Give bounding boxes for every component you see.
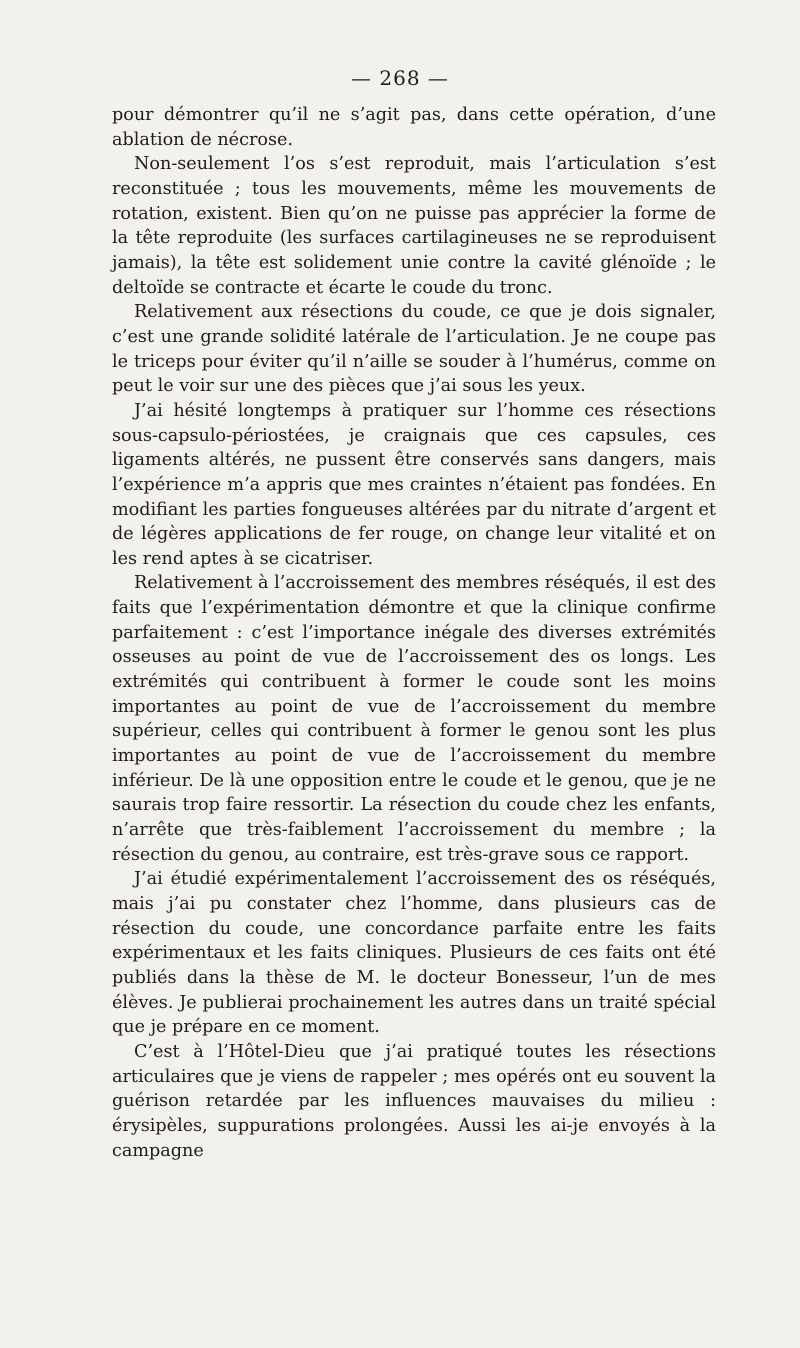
- paragraph-bone-reproduction: Non-seulement l’os s’est reproduit, mais l’articulation s’est reconstituée ; tous les mouvements, même les mouvements de rotation, existent. Bien qu’on ne puisse pas apprécier la forme de la tête reproduite (les surfaces cartilagineuses ne se reproduisent jamais), la tête est solidement unie contre la cavité glénoïde ; le deltoïde se contracte et écarte le coude du tronc.: [112, 154, 716, 298]
- paragraph-limb-growth: Relativement à l’accroissement des membres réséqués, il est des faits que l’expérimentation démontre et que la clinique confirme parfaitement : c’est l’importance inégale des diverses extrémités osseuses au point de vue de l’accroissement des os longs. Les extrémités qui contribuent à former le coude sont les moins importantes au point de vue de l’accroissement du membre supérieur, celles qui contribuent à former le genou sont les plus importantes au point de vue de l’accroissement du membre inférieur. De là une opposition entre le coude et le genou, que je ne saurais trop faire ressortir. La résection du coude chez les enfants, n’arrête que très-faiblement l’accroissement du membre ; la résection du genou, au contraire, est très-grave sous ce rapport.: [112, 573, 716, 865]
- paragraph-experimental-study: J’ai étudié expérimentalement l’accroissement des os réséqués, mais j’ai pu constater chez l’homme, dans plusieurs cas de résection du coude, une concordance parfaite entre les faits expérimentaux et les faits cliniques. Plusieurs de ces faits ont été publiés dans la thèse de M. le docteur Bonesseur, l’un de mes élèves. Je publierai prochainement les autres dans un traité spécial que je prépare en ce moment.: [112, 869, 716, 1038]
- body-text: [112, 103, 716, 1163]
- paragraph-continuation: pour démontrer qu’il ne s’agit pas, dans cette opération, d’une ablation de nécrose.: [112, 105, 716, 150]
- paragraph-subcapsular-resections: J’ai hésité longtemps à pratiquer sur l’homme ces résections sous-capsulo-périostées, je craignais que ces capsules, ces ligaments altérés, ne pussent être conservés sans dangers, mais l’expérience m’a appris que mes craintes n’étaient pas fondées. En modifiant les parties fongueuses altérées par du nitrate d’argent et de légères applications de fer rouge, on change leur vitalité et on les rend aptes à se cicatriser.: [112, 400, 716, 569]
- paragraph-hotel-dieu: C’est à l’Hôtel-Dieu que j’ai pratiqué toutes les résections articulaires que je viens de rappeler ; mes opérés ont eu souvent la guérison retardée par les influences mauvaises du milieu : érysipèles, suppurations prolongées. Aussi les ai-je envoyés à la campagne: [112, 1041, 716, 1161]
- paragraph-elbow-resections: Relativement aux résections du coude, ce que je dois signaler, c’est une grande solidité latérale de l’articulation. Je ne coupe pas le triceps pour éviter qu’il n’aille se souder à l’humérus, comme on peut le voir sur une des pièces que j’ai sous les yeux.: [112, 302, 716, 397]
- page-number: — 268 —: [351, 66, 449, 90]
